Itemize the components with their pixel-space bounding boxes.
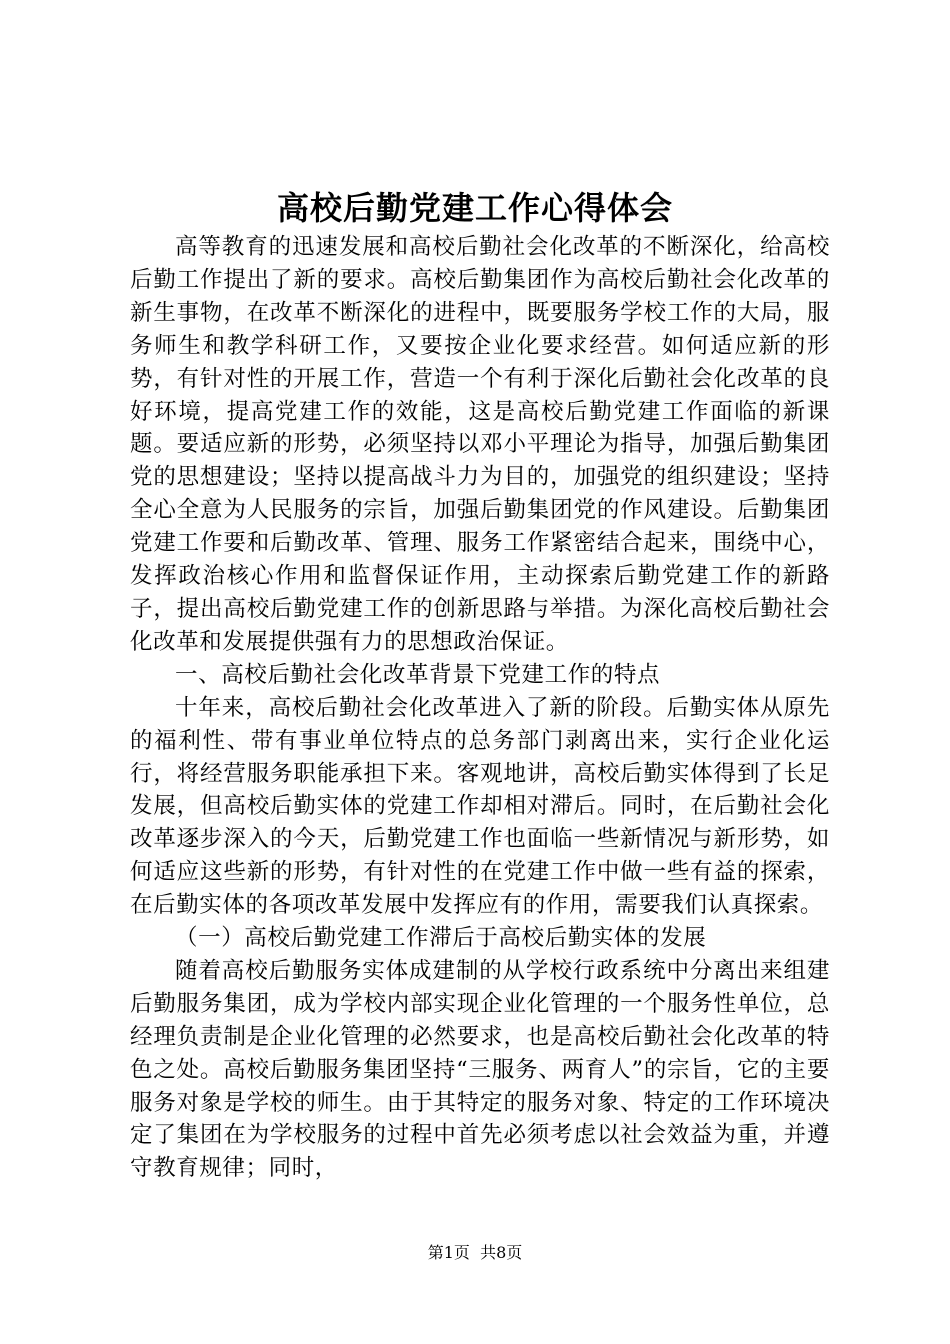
document-title: 高校后勤党建工作心得体会 [276,189,673,227]
subsection-heading-1: （一）高校后勤党建工作滞后于高校后勤实体的发展 [175,925,707,952]
section-heading-1: 一、高校后勤社会化改革背景下党建工作的特点 [175,661,661,688]
paragraph-intro: 高等教育的迅速发展和高校后勤社会化改革的不断深化，给高校后勤工作提出了新的要求。高校后勤集团作为高校后勤社会化改革的新生事物，在改革不断深化的进程中，既要服务学校工作的大局，服务师生和教学科研工作，又要按企业化要求经营。如何适应新的形势，有针对性的开展工作，营造一个有利于深化后勤社会化改革的良好环境，提高党建工作的效能，这是高校后勤党建工作面临的新课题。要适应新的形势，必须坚持以邓小平理论为指导，加强后勤集团党的思想建设；坚持以提高战斗力为目的，加强党的组织建设；坚持全心全意为人民服务的宗旨，加强后勤集团党的作风建设。后勤集团党建工作要和后勤改革、管理、服务工作紧密结合起来，围绕中心，发挥政治核心作用和监督保证作用，主动探索后勤党建工作的新路子，提出高校后勤党建工作的创新思路与举措。为深化高校后勤社会化改革和发展提供强有力的思想政治保证。 [130,234,830,655]
page-number: 第1页 [427,1243,470,1262]
page-total: 共8页 [480,1243,523,1262]
page-footer [0,1242,950,1264]
paragraph-section-1: 十年来，高校后勤社会化改革进入了新的阶段。后勤实体从原先的福利性、带有事业单位特点的总务部门剥离出来，实行企业化运行，将经营服务职能承担下来。客观地讲，高校后勤实体得到了长足发展，但高校后勤实体的党建工作却相对滞后。同时，在后勤社会化改革逐步深入的今天，后勤党建工作也面临一些新情况与新形势，如何适应这些新的形势，有针对性的在党建工作中做一些有益的探索，在后勤实体的各项改革发展中发挥应有的作用，需要我们认真探索。 [130,694,830,919]
paragraph-subsection-1: 随着高校后勤服务实体成建制的从学校行政系统中分离出来组建后勤服务集团，成为学校内部实现企业化管理的一个服务性单位，总经理负责制是企业化管理的必然要求，也是高校后勤社会化改革的特色之处。高校后勤服务集团坚持“三服务、两育人”的宗旨，它的主要服务对象是学校的师生。由于其特定的服务对象、特定的工作环境决定了集团在为学校服务的过程中首先必须考虑以社会效益为重，并遵守教育规律；同时， [130,957,830,1182]
document-body [130,231,830,1185]
